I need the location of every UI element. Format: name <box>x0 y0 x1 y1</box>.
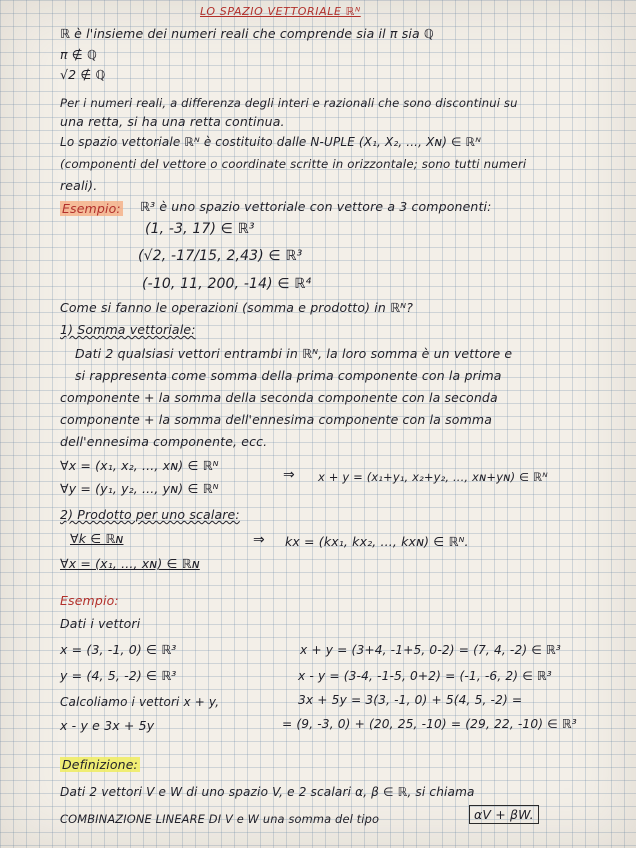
formula: kx = (kx₁, kx₂, ..., kxɴ) ∈ ℝᴺ. <box>285 534 469 549</box>
formula: x + y = (x₁+y₁, x₂+y₂, ..., xɴ+yɴ) ∈ ℝᴺ <box>318 470 548 484</box>
text-line: reali). <box>60 178 98 193</box>
formula: 3x + 5y = 3(3, -1, 0) + 5(4, 5, -2) = <box>298 693 523 707</box>
formula: (-10, 11, 200, -14) ∈ ℝ⁴ <box>142 276 312 292</box>
implies-arrow: ⇒ <box>283 467 295 483</box>
formula: ∀x = (x₁, ..., xɴ) ∈ ℝɴ <box>60 556 200 571</box>
example-label: Esempio: <box>62 201 121 216</box>
formula: y = (4, 5, -2) ∈ ℝ³ <box>60 668 177 683</box>
text-line: π ∉ ℚ <box>60 47 97 62</box>
text-line: una retta, si ha una retta continua. <box>60 114 285 129</box>
text-line: ℝ³ è uno spazio vettoriale con vettore a 3 componenti: <box>140 199 492 214</box>
definition-label: Definizione: <box>62 757 138 772</box>
example-label: Esempio: <box>60 593 119 608</box>
formula: x - y = (3-4, -1-5, 0+2) = (-1, -6, 2) ∈ ℝ³ <box>298 669 552 683</box>
formula: = (9, -3, 0) + (20, 25, -10) = (29, 22, -10) ∈ ℝ³ <box>282 717 577 731</box>
formula: ∀y = (y₁, y₂, ..., yɴ) ∈ ℝᴺ <box>60 481 219 496</box>
formula: (√2, -17/15, 2,43) ∈ ℝ³ <box>138 248 303 264</box>
text-line: (componenti del vettore o coordinate scritte in orizzontale; sono tutti numeri <box>60 157 527 171</box>
text-line: ℝ è l'insieme dei numeri reali che comprende sia il π sia ℚ <box>60 26 434 41</box>
section-heading: 2) Prodotto per uno scalare: <box>60 507 240 522</box>
implies-arrow: ⇒ <box>253 532 265 548</box>
text-line: Dati 2 vettori V e W di uno spazio V, e 2 scalari α, β ∈ ℝ, si chiama <box>60 785 475 799</box>
text-line: componente + la somma della seconda componente con la seconda <box>60 390 498 405</box>
text-line: Lo spazio vettoriale ℝᴺ è costituito dalle N-UPLE (X₁, X₂, ..., Xɴ) ∈ ℝᴺ <box>60 135 482 149</box>
formula: ∀x = (x₁, x₂, ..., xɴ) ∈ ℝᴺ <box>60 458 219 473</box>
formula: x = (3, -1, 0) ∈ ℝ³ <box>60 642 177 657</box>
page-title: LO SPAZIO VETTORIALE ℝᴺ <box>200 5 361 18</box>
text-line: Dati 2 qualsiasi vettori entrambi in ℝᴺ, la loro somma è un vettore e <box>75 346 513 361</box>
section-heading: 1) Somma vettoriale: <box>60 322 196 337</box>
formula: x + y = (3+4, -1+5, 0-2) = (7, 4, -2) ∈ ℝ³ <box>300 643 561 657</box>
question-line: Come si fanno le operazioni (somma e prodotto) in ℝᴺ? <box>60 300 413 315</box>
boxed-formula: αV + βW. <box>469 807 539 823</box>
text-line: si rappresenta come somma della prima componente con la prima <box>75 368 502 383</box>
text-line: Dati i vettori <box>60 616 141 631</box>
text-line: x - y e 3x + 5y <box>60 718 155 733</box>
text-line: componente + la somma dell'ennesima componente con la somma <box>60 412 493 427</box>
text-line: Calcoliamo i vettori x + y, <box>60 695 220 709</box>
formula: (1, -3, 17) ∈ ℝ³ <box>145 221 255 237</box>
text-line: Per i numeri reali, a differenza degli interi e razionali che sono discontinui su <box>60 96 518 110</box>
text-line: √2 ∉ ℚ <box>60 67 106 82</box>
text-line: COMBINAZIONE LINEARE DI V e W una somma del tipo <box>60 812 380 826</box>
formula: ∀k ∈ ℝɴ <box>70 531 124 546</box>
text-line: dell'ennesima componente, ecc. <box>60 434 268 449</box>
